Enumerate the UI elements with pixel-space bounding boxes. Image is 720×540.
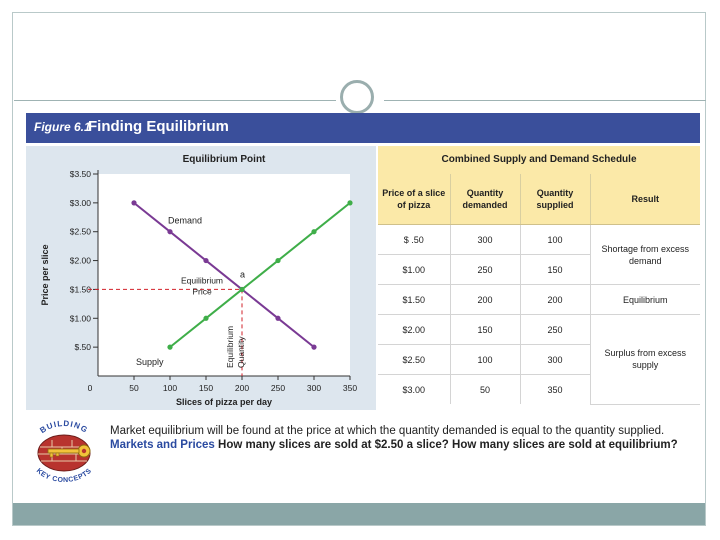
x-tick-label: 150 <box>198 383 214 393</box>
table-row <box>378 225 700 255</box>
cell-demanded: 300 <box>450 225 520 255</box>
schedule-panel <box>378 146 700 410</box>
demand-point <box>275 316 280 321</box>
cell-demanded: 200 <box>450 285 520 315</box>
figure-title: Finding Equilibrium <box>88 118 229 135</box>
cell-demanded: 150 <box>450 315 520 345</box>
cell-supplied: 350 <box>520 375 590 405</box>
supply-point <box>239 287 244 292</box>
figure-caption <box>110 424 690 452</box>
x-tick-label: 0 <box>87 383 93 393</box>
supply-point <box>167 345 172 350</box>
cell-demanded: 250 <box>450 255 520 285</box>
x-tick-label: 350 <box>342 383 358 393</box>
logo-top-text: BUILDING <box>38 420 90 436</box>
cell-result-equilibrium: Equilibrium <box>590 285 700 315</box>
header-quantity-supplied: Quantity supplied <box>520 174 590 225</box>
table-row <box>378 315 700 345</box>
y-tick-label: $3.00 <box>69 197 91 208</box>
cell-result-shortage: Shortage from excess demand <box>590 225 700 285</box>
ring-ornament-icon <box>340 80 374 114</box>
title-rule-right <box>384 100 706 101</box>
caption-text: Market equilibrium will be found at the price at which the quantity demanded is equal to the quantity supplied. <box>110 425 665 437</box>
x-tick-label: 250 <box>270 383 286 393</box>
supply-label: Supply <box>136 357 164 368</box>
y-tick-label: $3.50 <box>69 169 91 179</box>
title-rule-left <box>14 100 336 101</box>
y-tick-label: $1.50 <box>69 284 91 295</box>
x-tick-label: 50 <box>129 383 139 393</box>
y-axis-label: Price per slice <box>40 244 50 306</box>
figure-footer <box>26 410 700 488</box>
x-tick-label: 300 <box>306 383 322 393</box>
header-quantity-demanded: Quantity demanded <box>450 174 520 225</box>
header-result: Result <box>590 174 700 225</box>
equilibrium-price-label-line1: Equilibrium <box>180 275 224 286</box>
supply-point <box>311 229 316 234</box>
header-price: Price of a slice of pizza <box>378 174 450 225</box>
caption-question-2: How many slices are sold at equilibrium? <box>452 439 678 451</box>
x-axis-label: Slices of pizza per day <box>175 397 273 407</box>
supply-point <box>347 200 352 205</box>
cell-demanded: 100 <box>450 345 520 375</box>
equilibrium-point-label: a <box>240 269 246 280</box>
demand-point <box>167 229 172 234</box>
schedule-table <box>378 174 700 405</box>
cell-price: $ .50 <box>378 225 450 255</box>
schedule-title: Combined Supply and Demand Schedule <box>378 146 700 174</box>
cell-result-surplus: Surplus from excess supply <box>590 315 700 405</box>
figure <box>26 113 700 488</box>
figure-number: Figure 6.1 <box>34 120 91 134</box>
cell-price: $1.50 <box>378 285 450 315</box>
schedule-header-row <box>378 174 700 225</box>
svg-text:BUILDING <box>38 420 89 435</box>
y-tick-label: $.50 <box>74 342 91 353</box>
equilibrium-price-label-line2: Price <box>192 286 212 297</box>
y-tick-label: $1.00 <box>69 313 91 324</box>
footer-bar <box>13 503 705 525</box>
building-key-concepts-logo <box>26 420 102 482</box>
cell-supplied: 250 <box>520 315 590 345</box>
chart-panel <box>26 146 376 410</box>
supply-point <box>203 316 208 321</box>
cell-price: $2.50 <box>378 345 450 375</box>
demand-label: Demand <box>168 215 203 226</box>
figure-header <box>26 113 700 143</box>
demand-point <box>131 200 136 205</box>
y-tick-label: $2.00 <box>69 255 91 266</box>
demand-point <box>203 258 208 263</box>
cell-price: $1.00 <box>378 255 450 285</box>
x-tick-label: 200 <box>234 383 250 393</box>
caption-question-1: How many slices are sold at $2.50 a slice? <box>218 439 449 451</box>
equilibrium-quantity-label-line1: Equilibrium <box>225 325 235 368</box>
cell-supplied: 100 <box>520 225 590 255</box>
cell-supplied: 300 <box>520 345 590 375</box>
equilibrium-chart <box>26 146 376 410</box>
equilibrium-quantity-label-line2: Quantity <box>236 336 246 368</box>
cell-supplied: 200 <box>520 285 590 315</box>
logo-bottom-text: KEY CONCEPTS <box>34 467 94 482</box>
caption-highlight: Markets and Prices <box>110 439 215 451</box>
demand-point <box>311 345 316 350</box>
cell-demanded: 50 <box>450 375 520 405</box>
cell-price: $2.00 <box>378 315 450 345</box>
x-tick-label: 100 <box>162 383 178 393</box>
table-row <box>378 285 700 315</box>
cell-supplied: 150 <box>520 255 590 285</box>
cell-price: $3.00 <box>402 384 426 395</box>
y-tick-label: $2.50 <box>69 226 91 237</box>
supply-point <box>275 258 280 263</box>
chart-title: Equilibrium Point <box>182 154 266 165</box>
